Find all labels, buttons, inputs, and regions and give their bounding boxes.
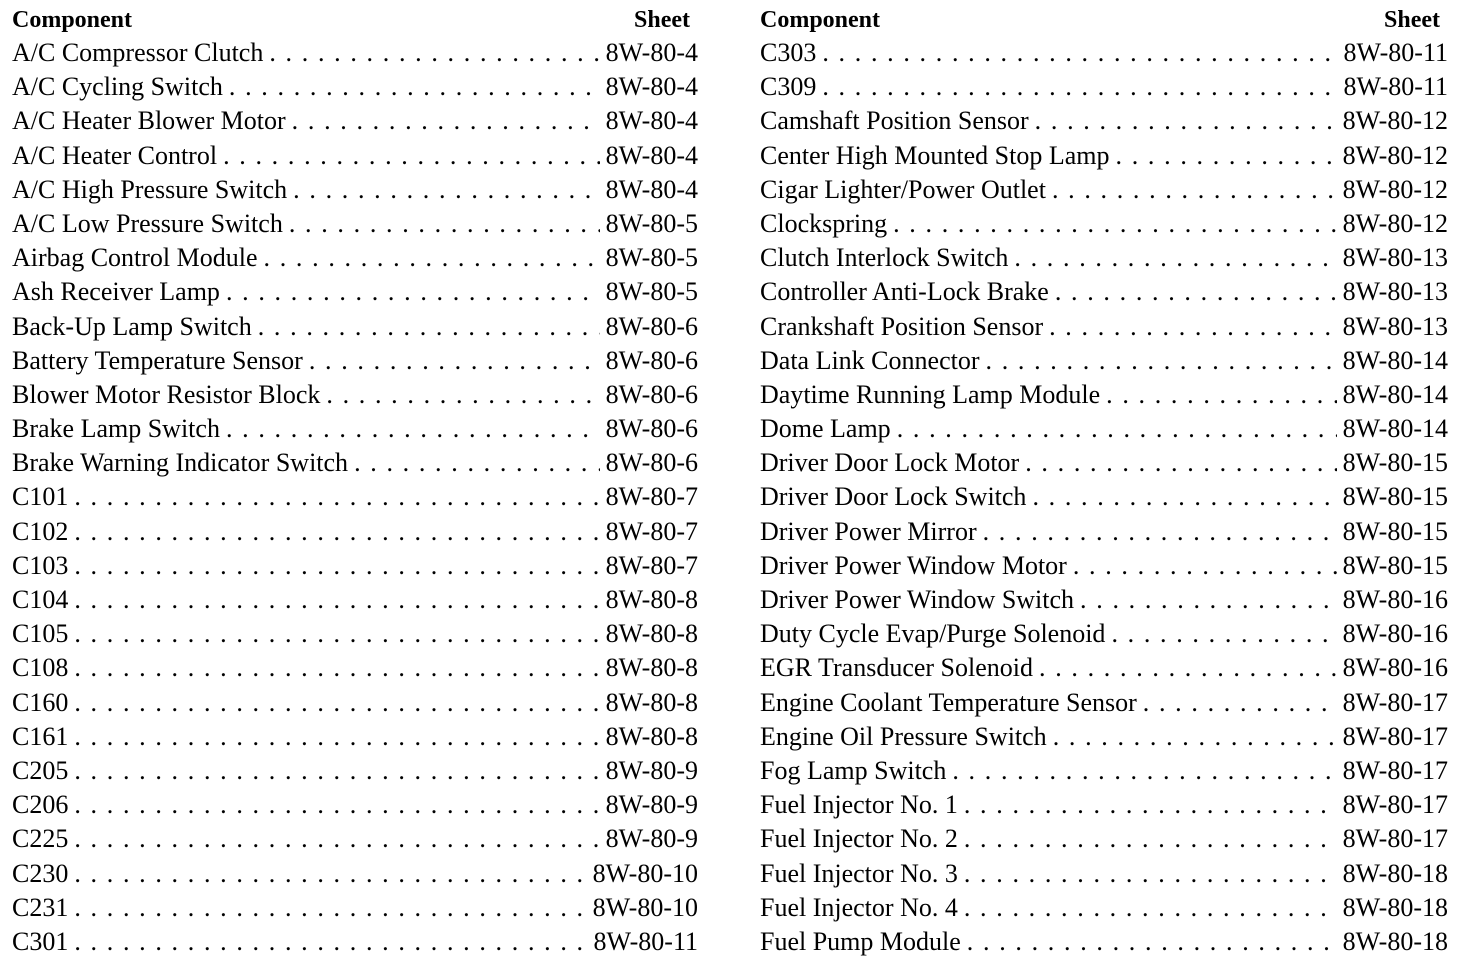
dot-leader (269, 36, 599, 70)
component-name: C102 (12, 515, 74, 549)
component-name: Fuel Injector No. 2 (760, 822, 964, 856)
component-name: Driver Power Window Motor (760, 549, 1073, 583)
component-name: Camshaft Position Sensor (760, 104, 1035, 138)
component-name: C225 (12, 822, 74, 856)
component-name: Brake Warning Indicator Switch (12, 446, 354, 480)
dot-leader (1032, 480, 1336, 514)
component-name: Crankshaft Position Sensor (760, 310, 1049, 344)
component-name: A/C Compressor Clutch (12, 36, 269, 70)
sheet-number: 8W-80-4 (600, 104, 698, 138)
dot-leader (74, 583, 599, 617)
sheet-number: 8W-80-12 (1337, 207, 1448, 241)
sheet-number: 8W-80-13 (1337, 310, 1448, 344)
component-name: Controller Anti-Lock Brake (760, 275, 1055, 309)
component-name: A/C Cycling Switch (12, 70, 229, 104)
sheet-number: 8W-80-17 (1337, 788, 1448, 822)
component-row (12, 583, 698, 617)
component-row (12, 788, 698, 822)
component-row (12, 241, 698, 275)
right-column (760, 4, 1448, 959)
sheet-header: Sheet (1384, 7, 1440, 33)
component-row (12, 480, 698, 514)
component-name: Brake Lamp Switch (12, 412, 226, 446)
sheet-number: 8W-80-12 (1337, 139, 1448, 173)
sheet-number: 8W-80-15 (1337, 549, 1448, 583)
component-row (12, 515, 698, 549)
sheet-number: 8W-80-4 (600, 139, 698, 173)
component-row (760, 241, 1448, 275)
dot-leader (74, 891, 586, 925)
dot-leader (964, 857, 1337, 891)
sheet-number: 8W-80-18 (1337, 925, 1448, 959)
dot-leader (74, 651, 599, 685)
sheet-number: 8W-80-8 (600, 651, 698, 685)
sheet-number: 8W-80-6 (600, 378, 698, 412)
sheet-number: 8W-80-7 (600, 549, 698, 583)
component-row (760, 822, 1448, 856)
component-row (760, 70, 1448, 104)
sheet-number: 8W-80-5 (600, 275, 698, 309)
dot-leader (1014, 241, 1336, 275)
dot-leader (326, 378, 599, 412)
dot-leader (1080, 583, 1337, 617)
dot-leader (74, 925, 587, 959)
component-name: C230 (12, 857, 74, 891)
component-row (760, 36, 1448, 70)
component-name: A/C Heater Control (12, 139, 223, 173)
sheet-number: 8W-80-11 (588, 925, 698, 959)
component-row (760, 788, 1448, 822)
sheet-number: 8W-80-12 (1337, 104, 1448, 138)
component-row (12, 104, 698, 138)
dot-leader (822, 36, 1337, 70)
component-name: Driver Power Window Switch (760, 583, 1080, 617)
dot-leader (309, 344, 600, 378)
dot-leader (952, 754, 1336, 788)
sheet-number: 8W-80-6 (600, 412, 698, 446)
sheet-number: 8W-80-8 (600, 686, 698, 720)
sheet-number: 8W-80-10 (587, 891, 698, 925)
dot-leader (964, 891, 1337, 925)
component-row (12, 754, 698, 788)
component-row (12, 446, 698, 480)
dot-leader (1025, 446, 1336, 480)
dot-leader (74, 515, 599, 549)
dot-leader (74, 480, 599, 514)
sheet-number: 8W-80-14 (1337, 378, 1448, 412)
component-row (12, 173, 698, 207)
component-name: C104 (12, 583, 74, 617)
sheet-number: 8W-80-9 (600, 822, 698, 856)
dot-leader (229, 70, 600, 104)
component-row (760, 925, 1448, 959)
component-header: Component (760, 7, 881, 33)
sheet-number: 8W-80-7 (600, 480, 698, 514)
sheet-number: 8W-80-6 (600, 446, 698, 480)
component-name: C303 (760, 36, 822, 70)
dot-leader (983, 515, 1337, 549)
sheet-number: 8W-80-4 (600, 36, 698, 70)
dot-leader (74, 822, 599, 856)
component-row (760, 720, 1448, 754)
left-column-header (12, 4, 698, 36)
component-header: Component (12, 7, 133, 33)
component-name: Airbag Control Module (12, 241, 264, 275)
sheet-number: 8W-80-16 (1337, 583, 1448, 617)
component-row (12, 139, 698, 173)
component-name: Fuel Pump Module (760, 925, 967, 959)
dot-leader (226, 275, 600, 309)
dot-leader (1049, 310, 1336, 344)
component-name: C160 (12, 686, 74, 720)
dot-leader (264, 241, 600, 275)
dot-leader (964, 788, 1337, 822)
component-name: Driver Door Lock Switch (760, 480, 1032, 514)
component-name: Engine Oil Pressure Switch (760, 720, 1053, 754)
component-name: Clutch Interlock Switch (760, 241, 1014, 275)
component-row (760, 686, 1448, 720)
component-row (760, 651, 1448, 685)
component-row (760, 754, 1448, 788)
component-row (760, 446, 1448, 480)
component-row (760, 891, 1448, 925)
dot-leader (354, 446, 600, 480)
component-row (760, 549, 1448, 583)
component-row (760, 857, 1448, 891)
component-row (12, 651, 698, 685)
component-name: Fuel Injector No. 3 (760, 857, 964, 891)
component-name: C205 (12, 754, 74, 788)
component-name: Duty Cycle Evap/Purge Solenoid (760, 617, 1111, 651)
component-name: Driver Door Lock Motor (760, 446, 1025, 480)
dot-leader (822, 70, 1337, 104)
sheet-number: 8W-80-10 (587, 857, 698, 891)
sheet-number: 8W-80-5 (600, 207, 698, 241)
component-name: Blower Motor Resistor Block (12, 378, 326, 412)
dot-leader (1052, 173, 1337, 207)
component-row (12, 412, 698, 446)
component-row (760, 617, 1448, 651)
component-row (760, 104, 1448, 138)
dot-leader (897, 412, 1337, 446)
component-row (12, 720, 698, 754)
dot-leader (74, 549, 599, 583)
component-name: A/C High Pressure Switch (12, 173, 293, 207)
sheet-number: 8W-80-9 (600, 754, 698, 788)
dot-leader (1143, 686, 1337, 720)
component-row (12, 207, 698, 241)
component-row (760, 480, 1448, 514)
dot-leader (964, 822, 1337, 856)
sheet-number: 8W-80-4 (600, 70, 698, 104)
sheet-number: 8W-80-6 (600, 344, 698, 378)
component-name: Clockspring (760, 207, 893, 241)
component-row (12, 686, 698, 720)
dot-leader (893, 207, 1336, 241)
component-row (12, 344, 698, 378)
dot-leader (986, 344, 1337, 378)
component-row (760, 207, 1448, 241)
component-row (12, 36, 698, 70)
component-name: Daytime Running Lamp Module (760, 378, 1106, 412)
component-row (760, 344, 1448, 378)
component-name: C108 (12, 651, 74, 685)
sheet-number: 8W-80-11 (1338, 36, 1448, 70)
component-name: Back-Up Lamp Switch (12, 310, 258, 344)
component-row (12, 70, 698, 104)
component-name: Center High Mounted Stop Lamp (760, 139, 1116, 173)
component-name: C301 (12, 925, 74, 959)
dot-leader (1111, 617, 1336, 651)
sheet-number: 8W-80-9 (600, 788, 698, 822)
component-row (12, 617, 698, 651)
sheet-number: 8W-80-4 (600, 173, 698, 207)
right-component-list (760, 36, 1448, 959)
component-name: Data Link Connector (760, 344, 986, 378)
sheet-header: Sheet (634, 7, 690, 33)
component-row (12, 549, 698, 583)
dot-leader (74, 720, 599, 754)
dot-leader (74, 788, 599, 822)
sheet-number: 8W-80-6 (600, 310, 698, 344)
component-row (12, 891, 698, 925)
component-name: C105 (12, 617, 74, 651)
component-name: C206 (12, 788, 74, 822)
component-name: Dome Lamp (760, 412, 897, 446)
dot-leader (223, 139, 600, 173)
component-name: Battery Temperature Sensor (12, 344, 309, 378)
component-name: Fuel Injector No. 4 (760, 891, 964, 925)
sheet-number: 8W-80-11 (1338, 70, 1448, 104)
sheet-number: 8W-80-15 (1337, 515, 1448, 549)
component-row (760, 173, 1448, 207)
dot-leader (1053, 720, 1337, 754)
sheet-number: 8W-80-12 (1337, 173, 1448, 207)
component-name: C161 (12, 720, 74, 754)
component-name: C103 (12, 549, 74, 583)
component-row (760, 310, 1448, 344)
sheet-number: 8W-80-17 (1337, 754, 1448, 788)
sheet-number: 8W-80-18 (1337, 891, 1448, 925)
dot-leader (74, 754, 599, 788)
sheet-number: 8W-80-5 (600, 241, 698, 275)
sheet-number: 8W-80-13 (1337, 241, 1448, 275)
sheet-number: 8W-80-15 (1337, 446, 1448, 480)
dot-leader (1073, 549, 1337, 583)
component-row (12, 925, 698, 959)
sheet-number: 8W-80-13 (1337, 275, 1448, 309)
dot-leader (74, 617, 599, 651)
dot-leader (74, 686, 599, 720)
component-name: Fog Lamp Switch (760, 754, 952, 788)
sheet-number: 8W-80-18 (1337, 857, 1448, 891)
component-row (760, 378, 1448, 412)
component-name: Driver Power Mirror (760, 515, 983, 549)
component-row (760, 139, 1448, 173)
component-row (12, 378, 698, 412)
component-name: A/C Heater Blower Motor (12, 104, 292, 138)
sheet-number: 8W-80-15 (1337, 480, 1448, 514)
component-name: Fuel Injector No. 1 (760, 788, 964, 822)
component-row (760, 515, 1448, 549)
component-name: C309 (760, 70, 822, 104)
dot-leader (1116, 139, 1337, 173)
component-name: C101 (12, 480, 74, 514)
sheet-number: 8W-80-8 (600, 583, 698, 617)
component-row (760, 412, 1448, 446)
dot-leader (967, 925, 1337, 959)
sheet-number: 8W-80-16 (1337, 617, 1448, 651)
component-name: EGR Transducer Solenoid (760, 651, 1039, 685)
component-name: Cigar Lighter/Power Outlet (760, 173, 1052, 207)
component-name: Ash Receiver Lamp (12, 275, 226, 309)
sheet-number: 8W-80-8 (600, 720, 698, 754)
sheet-number: 8W-80-17 (1337, 686, 1448, 720)
component-name: A/C Low Pressure Switch (12, 207, 289, 241)
dot-leader (1106, 378, 1336, 412)
component-row (12, 822, 698, 856)
dot-leader (74, 857, 586, 891)
left-component-list (12, 36, 698, 959)
dot-leader (1035, 104, 1337, 138)
component-row (12, 857, 698, 891)
component-row (12, 275, 698, 309)
dot-leader (289, 207, 600, 241)
left-column (12, 4, 698, 959)
dot-leader (1039, 651, 1337, 685)
sheet-number: 8W-80-17 (1337, 720, 1448, 754)
component-row (12, 310, 698, 344)
dot-leader (226, 412, 600, 446)
component-row (760, 275, 1448, 309)
dot-leader (258, 310, 600, 344)
dot-leader (292, 104, 600, 138)
sheet-number: 8W-80-17 (1337, 822, 1448, 856)
component-row (760, 583, 1448, 617)
right-column-header (760, 4, 1448, 36)
dot-leader (293, 173, 599, 207)
sheet-number: 8W-80-14 (1337, 412, 1448, 446)
component-name: Engine Coolant Temperature Sensor (760, 686, 1143, 720)
sheet-number: 8W-80-16 (1337, 651, 1448, 685)
sheet-number: 8W-80-8 (600, 617, 698, 651)
sheet-number: 8W-80-14 (1337, 344, 1448, 378)
component-name: C231 (12, 891, 74, 925)
dot-leader (1055, 275, 1337, 309)
sheet-number: 8W-80-7 (600, 515, 698, 549)
